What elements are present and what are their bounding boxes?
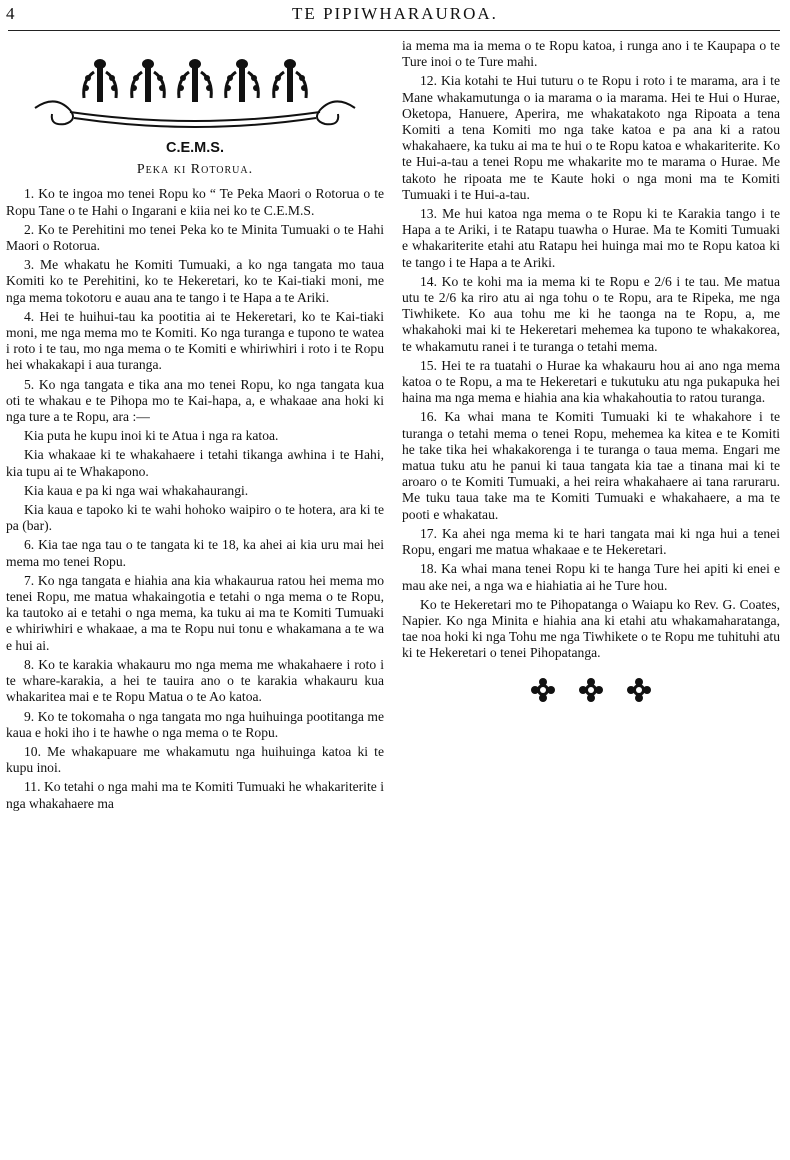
flower-ornament (521, 676, 661, 704)
paragraph: Kia kaua e tapoko ki te wahi hohoko waipiro o te hotera, ara ki te pa (bar). (6, 502, 384, 534)
torch-wreath-ornament (30, 58, 360, 130)
running-title: TE PIPIWHARAUROA. (292, 4, 498, 23)
header-rule (8, 30, 780, 31)
paragraph: 8. Ko te karakia whakauru mo nga mema me whakahaere i roto i te whare-karakia, a hei te tauira ano o te karakia whakauru kua whakaritea mai e te Ropu Matua o te Ao katoa. (6, 656, 384, 705)
paragraph: 1. Ko te ingoa mo tenei Ropu ko “ Te Peka Maori o Rotorua o te Ropu Tane o te Hahi o Ingarani e kiia nei ko te C.E.M.S. (6, 186, 384, 218)
article-title: C.E.M.S. (165, 140, 224, 156)
paragraph: Kia kaua e pa ki nga wai whakahaurangi. (24, 482, 249, 498)
paragraph: 17. Ka ahei nga mema ki te hari tangata mai ki nga hui a tenei Ropu, engari me matua whakaae e te Hekeretari. (402, 525, 780, 558)
paragraph: Kia puta he kupu inoi ki te Atua i nga ra katoa. (24, 428, 279, 444)
right-column (402, 38, 780, 704)
paragraph: 10. Me whakapuare me whakamutu nga huihuinga katoa ki te kupu inoi. (6, 743, 384, 776)
paragraph: 13. Me hui katoa nga mema o te Ropu ki te Karakia tango i te Hapa a te Ariki, i te Ratapu tuawha o Hurae. Ma te Komiti Tumuaki e whakariterite etahi atu Ratapu hei huinga mai mo te Ropu katoa ki te tango i te Hapa a te Ariki. (402, 206, 780, 270)
page-number: 4 (6, 4, 15, 23)
paragraph: 14. Ko te kohi ma ia mema ki te Ropu e 2/6 i te tau. Me matua utu te 2/6 ka riro atu ai nga tohu o te Ropu, ara te Ripeka, me nga Tiwhikete. Ko aua tohu me ki he taonga na te Ropu, a, me whakahoki mai ki te Hekeretari mehemea ka tupono te whakakorea, te whakamutu ranei i te turanga o tetahi mema. (402, 273, 780, 354)
paragraph: 6. Kia tae nga tau o te tangata ki te 18, ka ahei ai kia uru mai hei mema mo tenei Ropu. (6, 537, 384, 569)
paragraph: ia mema ma ia mema o te Ropu katoa, i runga ano i te Kaupapa o te Ture inoi o te Ture mahi. (402, 38, 780, 70)
paragraph: 18. Ka whai mana tenei Ropu ki te hanga Ture hei apiti ki enei e mau ake nei, a nga wa e hiahiatia ai he Ture hou. (402, 561, 780, 593)
article-subtitle: Peka ki Rotorua. (136, 162, 254, 178)
paragraph: Ko te Hekeretari mo te Pihopatanga o Waiapu ko Rev. G. Coates, Napier. Ko nga Minita e hiahia ana ki etahi atu whakamaharatanga, tae noa hoki ki nga Tohu me nga Tiwhikete o te Ropu me tuhituhi atu ki te Hekeretari o tenei Pihopatanga. (402, 596, 780, 661)
paragraph: 16. Ka whai mana te Komiti Tumuaki ki te whakahore i te turanga o tetahi mema o tenei Ropu, mehemea ka kitea e te Komiti he take tika hei whakakorenga i te turanga o taua mema. Engari me matua tuku atu he panui ki taua tangata kia tae a tinana mai ki te aroaro o te Komiti Tumuaki, a hei reira whakahaere ai tana raruraru. Me tuku taua take ma te Komiti Tumuaki e whakahaere, a ma te pooti e whakatau. (402, 409, 780, 522)
paragraph: 7. Ko nga tangata e hiahia ana kia whakaurua ratou hei mema mo tenei Ropu, me matua whakaingotia e tetahi o nga mema o te Ropu, ka tautoko ai e tetahi o nga mema, ka tuku ai ma te Komiti Tumuaki e whiriwhiri e whakaae, a ma te Ropu nui tonu e whakamana a te wa e hui ai. (6, 572, 384, 653)
paragraph: 4. Hei te huihui-tau ka pootitia ai te Hekeretari, ko te Kai-tiaki moni, me nga mema mo te Komiti. Ko nga turanga e tupono te watea i roto i te tau, mo nga mema o te Komiti e whiriwhiri i roto i te Ropu hei whakakapi i aua turanga. (6, 308, 384, 373)
paragraph: 2. Ko te Perehitini mo tenei Peka ko te Minita Tumuaki o te Hahi Maori o Rotorua. (6, 221, 384, 254)
left-column (6, 40, 384, 815)
paragraph: 5. Ko nga tangata e tika ana mo tenei Ropu, ko nga tangata kua oti te whakau e te Pihopa mo te Kai-hapa, a, e whakaae ana hoki ki nga ture a te Ropu, ara :— (6, 376, 384, 425)
paragraph: 15. Hei te ra tuatahi o Hurae ka whakauru hou ai ano nga mema katoa o te Ropu, a ma te Hekeretari e tukutuku atu nga pukapuka hei haina ma nga mema e hiahia ana kia whakahoutia to ratou turanga. (402, 357, 780, 406)
paragraph: 11. Ko tetahi o nga mahi ma te Komiti Tumuaki he whakariterite i nga whakahaere ma (6, 779, 384, 811)
paragraph: 3. Me whakatu he Komiti Tumuaki, a ko nga tangata mo taua Komiti ko te Perehitini, ko te Hekeretari, ko te Kai-tiaki moni, me nga mema tokotoru e auau ana te tango i te Hapa a te Ariki. (6, 257, 384, 305)
paragraph: Kia whakaae ki te whakahaere i tetahi tikanga awhina i te Hahi, kia tupu ai te Whakapono. (6, 447, 384, 479)
paragraph: 9. Ko te tokomaha o nga tangata mo nga huihuinga pootitanga me kaua e hoki iho i te hawhe o nga mema o te Ropu. (6, 708, 384, 740)
paragraph: 12. Kia kotahi te Hui tuturu o te Ropu i roto i te marama, ara i te Mane whakamutunga o ia marama o ia marama. Hei te Hui o Hurae, Oketopa, Hanuere, Aperira, me whakatakoto nga Ripoata a tena Komiti a tena Komiti mo nga take katoa e pa ana ki a ratou whakahaere, ka tuku ai ma te hui o te Ropu katoa e whakariterite. Ko te Hui-a-tau a tenei Ropu me whakarite mo te marama o Hurae. Me takoto he ripoata me te Kaute hoki o nga moni ma te Komiti Tumuaki i te Hui-a-tau. (402, 73, 780, 202)
